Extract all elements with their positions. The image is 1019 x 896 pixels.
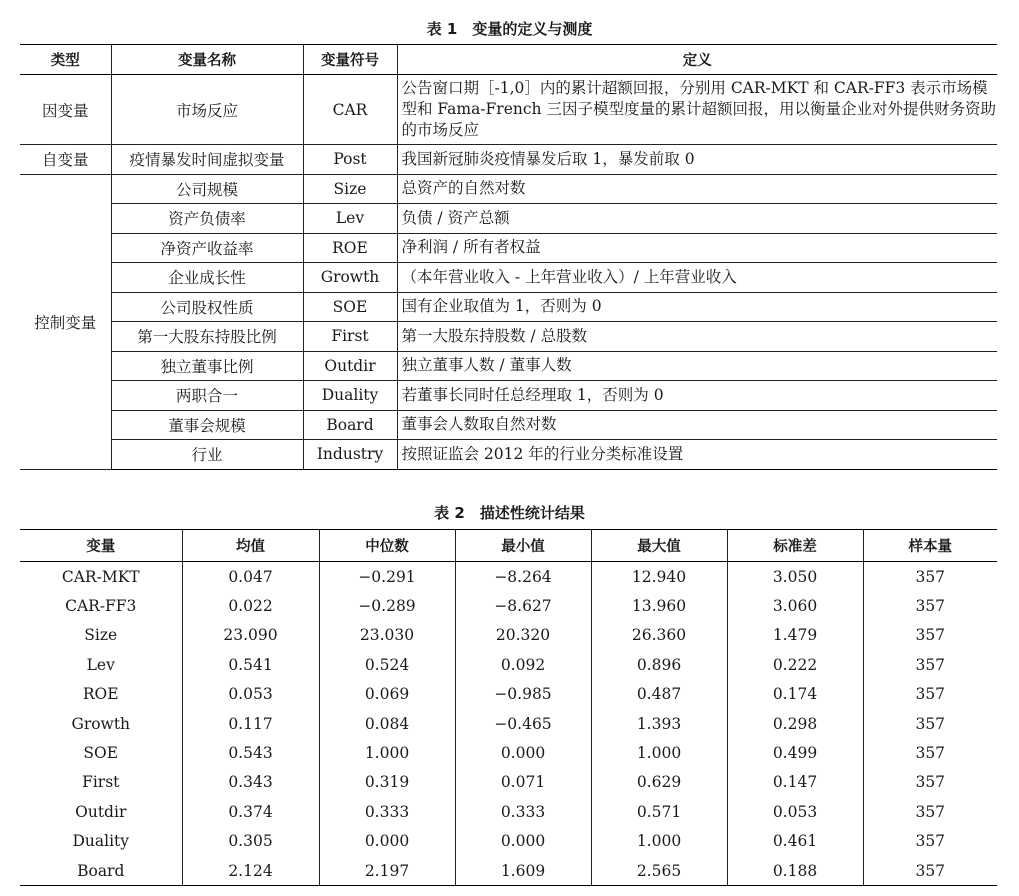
max-cell: 26.360	[591, 621, 727, 650]
header-variable: 变量	[20, 530, 182, 562]
max-cell: 1.393	[591, 709, 727, 738]
header-mean: 均值	[182, 530, 319, 562]
variable-name-cell: 企业成长性	[111, 263, 303, 293]
variable-symbol-cell: CAR	[303, 75, 397, 145]
header-variable-symbol: 变量符号	[303, 45, 397, 75]
std-cell: 0.053	[727, 797, 863, 826]
header-type: 类型	[20, 45, 111, 75]
max-cell: 2.565	[591, 856, 727, 886]
median-cell: 0.333	[319, 797, 455, 826]
table-row	[20, 381, 997, 411]
definition-cell: 国有企业取值为 1，否则为 0	[397, 292, 997, 322]
std-cell: 3.050	[727, 562, 863, 592]
variable-symbol-cell: Industry	[303, 440, 397, 470]
mean-cell: 0.543	[182, 738, 319, 767]
header-min: 最小值	[455, 530, 591, 562]
n-cell: 357	[915, 567, 946, 586]
n-cell: 357	[915, 655, 946, 674]
definition-cell: 董事会人数取自然对数	[397, 410, 997, 440]
table-row	[20, 562, 997, 592]
min-cell: 1.609	[455, 856, 591, 886]
variable-name-cell: 资产负债率	[111, 204, 303, 234]
min-cell: −0.465	[455, 709, 591, 738]
mean-cell: 2.124	[182, 856, 319, 886]
std-cell: 3.060	[727, 591, 863, 620]
table2-header-row	[20, 530, 997, 562]
table1-header-row	[20, 45, 997, 75]
min-cell: 0.333	[455, 797, 591, 826]
median-cell: −0.289	[319, 591, 455, 620]
min-cell: −0.985	[455, 680, 591, 709]
header-max: 最大值	[591, 530, 727, 562]
max-cell: 0.896	[591, 650, 727, 679]
table-row	[20, 292, 997, 322]
mean-cell: 0.022	[182, 591, 319, 620]
table-row	[20, 351, 997, 381]
median-cell: 0.069	[319, 680, 455, 709]
table-row	[20, 650, 997, 679]
variable-name-cell: 行业	[111, 440, 303, 470]
table-row	[20, 174, 997, 204]
definition-cell: 净利润 / 所有者权益	[397, 233, 997, 263]
std-cell: 1.479	[727, 621, 863, 650]
table-row	[20, 797, 997, 826]
type-cell: 控制变量	[20, 174, 111, 469]
n-cell: 357	[915, 626, 946, 645]
table-row	[20, 827, 997, 856]
variable-name-cell: 疫情暴发时间虚拟变量	[111, 145, 303, 175]
mean-cell: 0.053	[182, 680, 319, 709]
table2-body	[20, 562, 997, 886]
min-cell: −8.264	[455, 562, 591, 592]
n-cell: 357	[915, 744, 946, 763]
mean-cell: 0.541	[182, 650, 319, 679]
variable-symbol-cell: Board	[303, 410, 397, 440]
mean-cell: 0.047	[182, 562, 319, 592]
table-row	[20, 204, 997, 234]
variable-name-cell: 独立董事比例	[111, 351, 303, 381]
definition-cell: 独立董事人数 / 董事人数	[397, 351, 997, 381]
variable-name-cell: 公司股权性质	[111, 292, 303, 322]
variable-symbol-cell: Lev	[303, 204, 397, 234]
variable-cell: ROE	[20, 680, 182, 709]
definition-cell: 若董事长同时任总经理取 1，否则为 0	[397, 381, 997, 411]
table-row	[20, 856, 997, 886]
min-cell: 0.071	[455, 768, 591, 797]
descriptive-statistics-table	[20, 529, 997, 886]
mean-cell: 23.090	[182, 621, 319, 650]
header-std: 标准差	[727, 530, 863, 562]
header-n: 样本量	[863, 530, 997, 562]
n-cell: 357	[915, 714, 946, 733]
table-row	[20, 263, 997, 293]
definition-cell: 我国新冠肺炎疫情暴发后取 1，暴发前取 0	[397, 145, 997, 175]
table-row	[20, 410, 997, 440]
variable-name-cell: 两职合一	[111, 381, 303, 411]
type-cell: 因变量	[20, 75, 111, 145]
max-cell: 13.960	[591, 591, 727, 620]
header-variable-name: 变量名称	[111, 45, 303, 75]
n-cell: 357	[915, 832, 946, 851]
std-cell: 0.298	[727, 709, 863, 738]
mean-cell: 0.305	[182, 827, 319, 856]
n-cell: 357	[915, 597, 946, 616]
median-cell: 2.197	[319, 856, 455, 886]
n-cell: 357	[915, 802, 946, 821]
max-cell: 1.000	[591, 827, 727, 856]
table-row	[20, 680, 997, 709]
variable-cell: First	[20, 768, 182, 797]
mean-cell: 0.343	[182, 768, 319, 797]
type-cell: 自变量	[20, 145, 111, 175]
variable-cell: CAR-MKT	[20, 562, 182, 592]
table-row	[20, 322, 997, 352]
median-cell: 0.000	[319, 827, 455, 856]
std-cell: 0.461	[727, 827, 863, 856]
variable-symbol-cell: SOE	[303, 292, 397, 322]
table-row	[20, 75, 997, 145]
max-cell: 1.000	[591, 738, 727, 767]
max-cell: 0.571	[591, 797, 727, 826]
max-cell: 0.629	[591, 768, 727, 797]
definition-cell: 公告窗口期［-1,0］内的累计超额回报，分别用 CAR-MKT 和 CAR-FF3 表示市场模型和 Fama-French 三因子模型度量的累计超额回报，用以衡量企业对外提供财务资助的市场反应	[397, 75, 997, 145]
table-row	[20, 145, 997, 175]
header-median: 中位数	[319, 530, 455, 562]
variable-cell: Lev	[20, 650, 182, 679]
variable-symbol-cell: Post	[303, 145, 397, 175]
variable-definition-table	[20, 44, 997, 470]
variable-symbol-cell: ROE	[303, 233, 397, 263]
table2-caption: 表 2 描述性统计结果	[434, 504, 585, 522]
n-cell: 357	[915, 773, 946, 792]
max-cell: 0.487	[591, 680, 727, 709]
mean-cell: 0.117	[182, 709, 319, 738]
variable-symbol-cell: Outdir	[303, 351, 397, 381]
min-cell: 0.000	[455, 738, 591, 767]
variable-cell: Growth	[20, 709, 182, 738]
min-cell: 20.320	[455, 621, 591, 650]
variable-symbol-cell: Size	[303, 174, 397, 204]
table-row	[20, 591, 997, 620]
table-row	[20, 440, 997, 470]
variable-symbol-cell: Growth	[303, 263, 397, 293]
min-cell: 0.000	[455, 827, 591, 856]
std-cell: 0.174	[727, 680, 863, 709]
variable-name-cell: 净资产收益率	[111, 233, 303, 263]
n-cell: 357	[863, 856, 997, 886]
median-cell: 1.000	[319, 738, 455, 767]
variable-cell: Outdir	[20, 797, 182, 826]
variable-name-cell: 市场反应	[111, 75, 303, 145]
min-cell: −8.627	[455, 591, 591, 620]
std-cell: 0.147	[727, 768, 863, 797]
variable-symbol-cell: First	[303, 322, 397, 352]
variable-cell: Duality	[20, 827, 182, 856]
definition-cell: 第一大股东持股数 / 总股数	[397, 322, 997, 352]
median-cell: 23.030	[319, 621, 455, 650]
definition-cell: （本年营业收入 - 上年营业收入）/ 上年营业收入	[397, 263, 997, 293]
variable-cell: Size	[20, 621, 182, 650]
definition-cell: 负债 / 资产总额	[397, 204, 997, 234]
median-cell: 0.524	[319, 650, 455, 679]
variable-name-cell: 公司规模	[111, 174, 303, 204]
table-row	[20, 709, 997, 738]
table-row	[20, 621, 997, 650]
n-cell: 357	[915, 685, 946, 704]
header-definition: 定义	[397, 45, 997, 75]
variable-name-cell: 第一大股东持股比例	[111, 322, 303, 352]
min-cell: 0.092	[455, 650, 591, 679]
table1-caption: 表 1 变量的定义与测度	[426, 20, 593, 38]
definition-cell: 按照证监会 2012 年的行业分类标准设置	[397, 440, 997, 470]
table-row	[20, 233, 997, 263]
variable-name-cell: 董事会规模	[111, 410, 303, 440]
median-cell: −0.291	[319, 562, 455, 592]
variable-cell: CAR-FF3	[20, 591, 182, 620]
std-cell: 0.188	[727, 856, 863, 886]
variable-cell: SOE	[20, 738, 182, 767]
table-row	[20, 768, 997, 797]
variable-cell: Board	[20, 856, 182, 886]
std-cell: 0.222	[727, 650, 863, 679]
median-cell: 0.084	[319, 709, 455, 738]
median-cell: 0.319	[319, 768, 455, 797]
table-row	[20, 738, 997, 767]
max-cell: 12.940	[591, 562, 727, 592]
variable-symbol-cell: Duality	[303, 381, 397, 411]
definition-cell: 总资产的自然对数	[397, 174, 997, 204]
std-cell: 0.499	[727, 738, 863, 767]
mean-cell: 0.374	[182, 797, 319, 826]
